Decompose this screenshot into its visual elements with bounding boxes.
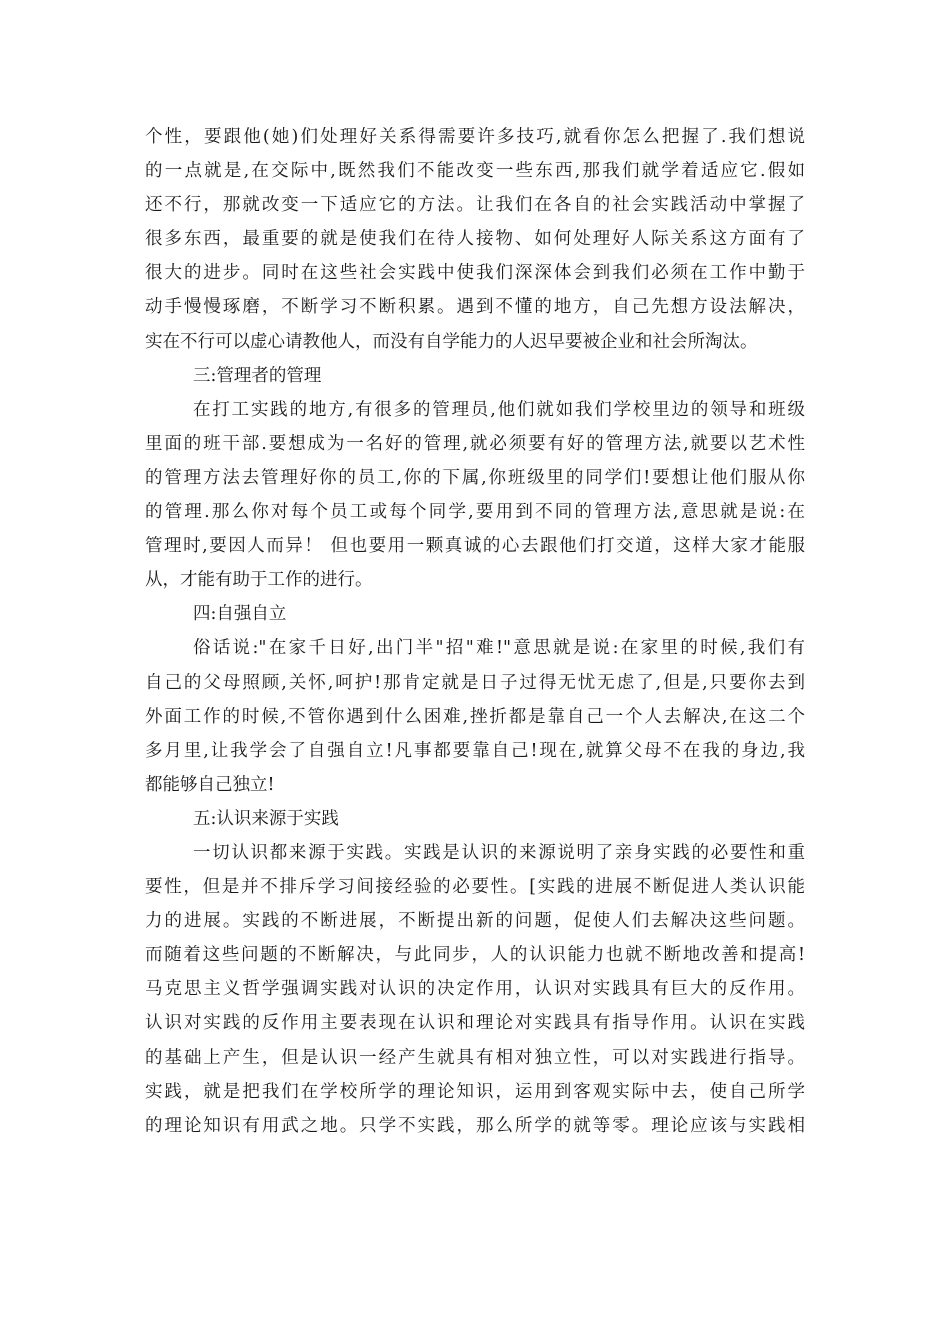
section-heading-5: 五:认识来源于实践 (193, 808, 339, 829)
text-line: 而随着这些问题的不断解决，与此同步，人的认识能力也就不断地改善和提高! (145, 945, 805, 966)
text-line: 认识对实践的反作用主要表现在认识和理论对实践具有指导作用。认识在实践 (145, 1013, 805, 1034)
text-line: 在打工实践的地方,有很多的管理员,他们就如我们学校里边的领导和班级 (193, 399, 805, 420)
text-line: 实践，就是把我们在学校所学的理论知识，运用到客观实际中去，使自己所学 (145, 1081, 805, 1102)
text-line: 自己的父母照顾,关怀,呵护!那肯定就是日子过得无忧无虑了,但是,只要你去到 (145, 672, 805, 693)
text-line: 管理时,要因人而异！ 但也要用一颗真诚的心去跟他们打交道，这样大家才能服 (145, 536, 805, 557)
text-line: 力的进展。实践的不断进展，不断提出新的问题，促使人们去解决这些问题。 (145, 911, 805, 932)
paragraph-knowledge-from-practice (145, 836, 805, 1143)
paragraph-management (145, 393, 805, 598)
text-line: 还不行，那就改变一下适应它的方法。让我们在各自的社会实践活动中掌握了 (145, 195, 805, 216)
text-line: 的一点就是,在交际中,既然我们不能改变一些东西,那我们就学着适应它.假如 (145, 161, 805, 182)
text-line: 个性，要跟他(她)们处理好关系得需要许多技巧,就看你怎么把握了.我们想说 (145, 127, 805, 147)
document-body (145, 120, 805, 1143)
text-line: 从，才能有助于工作的进行。 (145, 570, 373, 591)
text-line: 的理论知识有用武之地。只学不实践，那么所学的就等零。理论应该与实践相 (145, 1115, 805, 1136)
text-line: 的管理.那么你对每个员工或每个同学,要用到不同的管理方法,意思就是说:在 (145, 502, 805, 523)
text-line: 的管理方法去管理好你的员工,你的下属,你班级里的同学们!要想让他们服从你 (145, 467, 805, 488)
text-line: 里面的班干部.要想成为一名好的管理,就必须要有好的管理方法,就要以艺术性 (145, 433, 805, 454)
text-line: 俗话说:"在家千日好,出门半"招"难!"意思就是说:在家里的时候,我们有 (193, 638, 805, 659)
section-heading-3: 三:管理者的管理 (193, 365, 322, 386)
text-line: 都能够自己独立! (145, 774, 275, 795)
text-line: 的基础上产生，但是认识一经产生就具有相对独立性，可以对实践进行指导。 (145, 1047, 805, 1068)
text-line: 很大的进步。同时在这些社会实践中使我们深深体会到我们必须在工作中勤于 (145, 263, 805, 284)
text-line: 实在不行可以虚心请教他人，而没有自学能力的人迟早要被企业和社会所淘汰。 (145, 331, 758, 352)
paragraph-interpersonal-continued (145, 120, 805, 359)
text-line: 动手慢慢琢磨，不断学习不断积累。遇到不懂的地方，自己先想方设法解决， (145, 297, 805, 318)
paragraph-self-reliance (145, 631, 805, 801)
section-heading-4: 四:自强自立 (193, 604, 287, 625)
text-line: 一切认识都来源于实践。实践是认识的来源说明了亲身实践的必要性和重 (193, 842, 805, 863)
text-line: 多月里,让我学会了自强自立!凡事都要靠自己!现在,就算父母不在我的身边,我 (145, 740, 805, 761)
text-line: 要性，但是并不排斥学习间接经验的必要性。[实践的进展不断促进人类认识能 (145, 877, 805, 898)
text-line: 很多东西，最重要的就是使我们在待人接物、如何处理好人际关系这方面有了 (145, 229, 805, 250)
text-line: 外面工作的时候,不管你遇到什么困难,挫折都是靠自己一个人去解决,在这二个 (145, 706, 805, 727)
text-line: 马克思主义哲学强调实践对认识的决定作用，认识对实践具有巨大的反作用。 (145, 979, 805, 1000)
